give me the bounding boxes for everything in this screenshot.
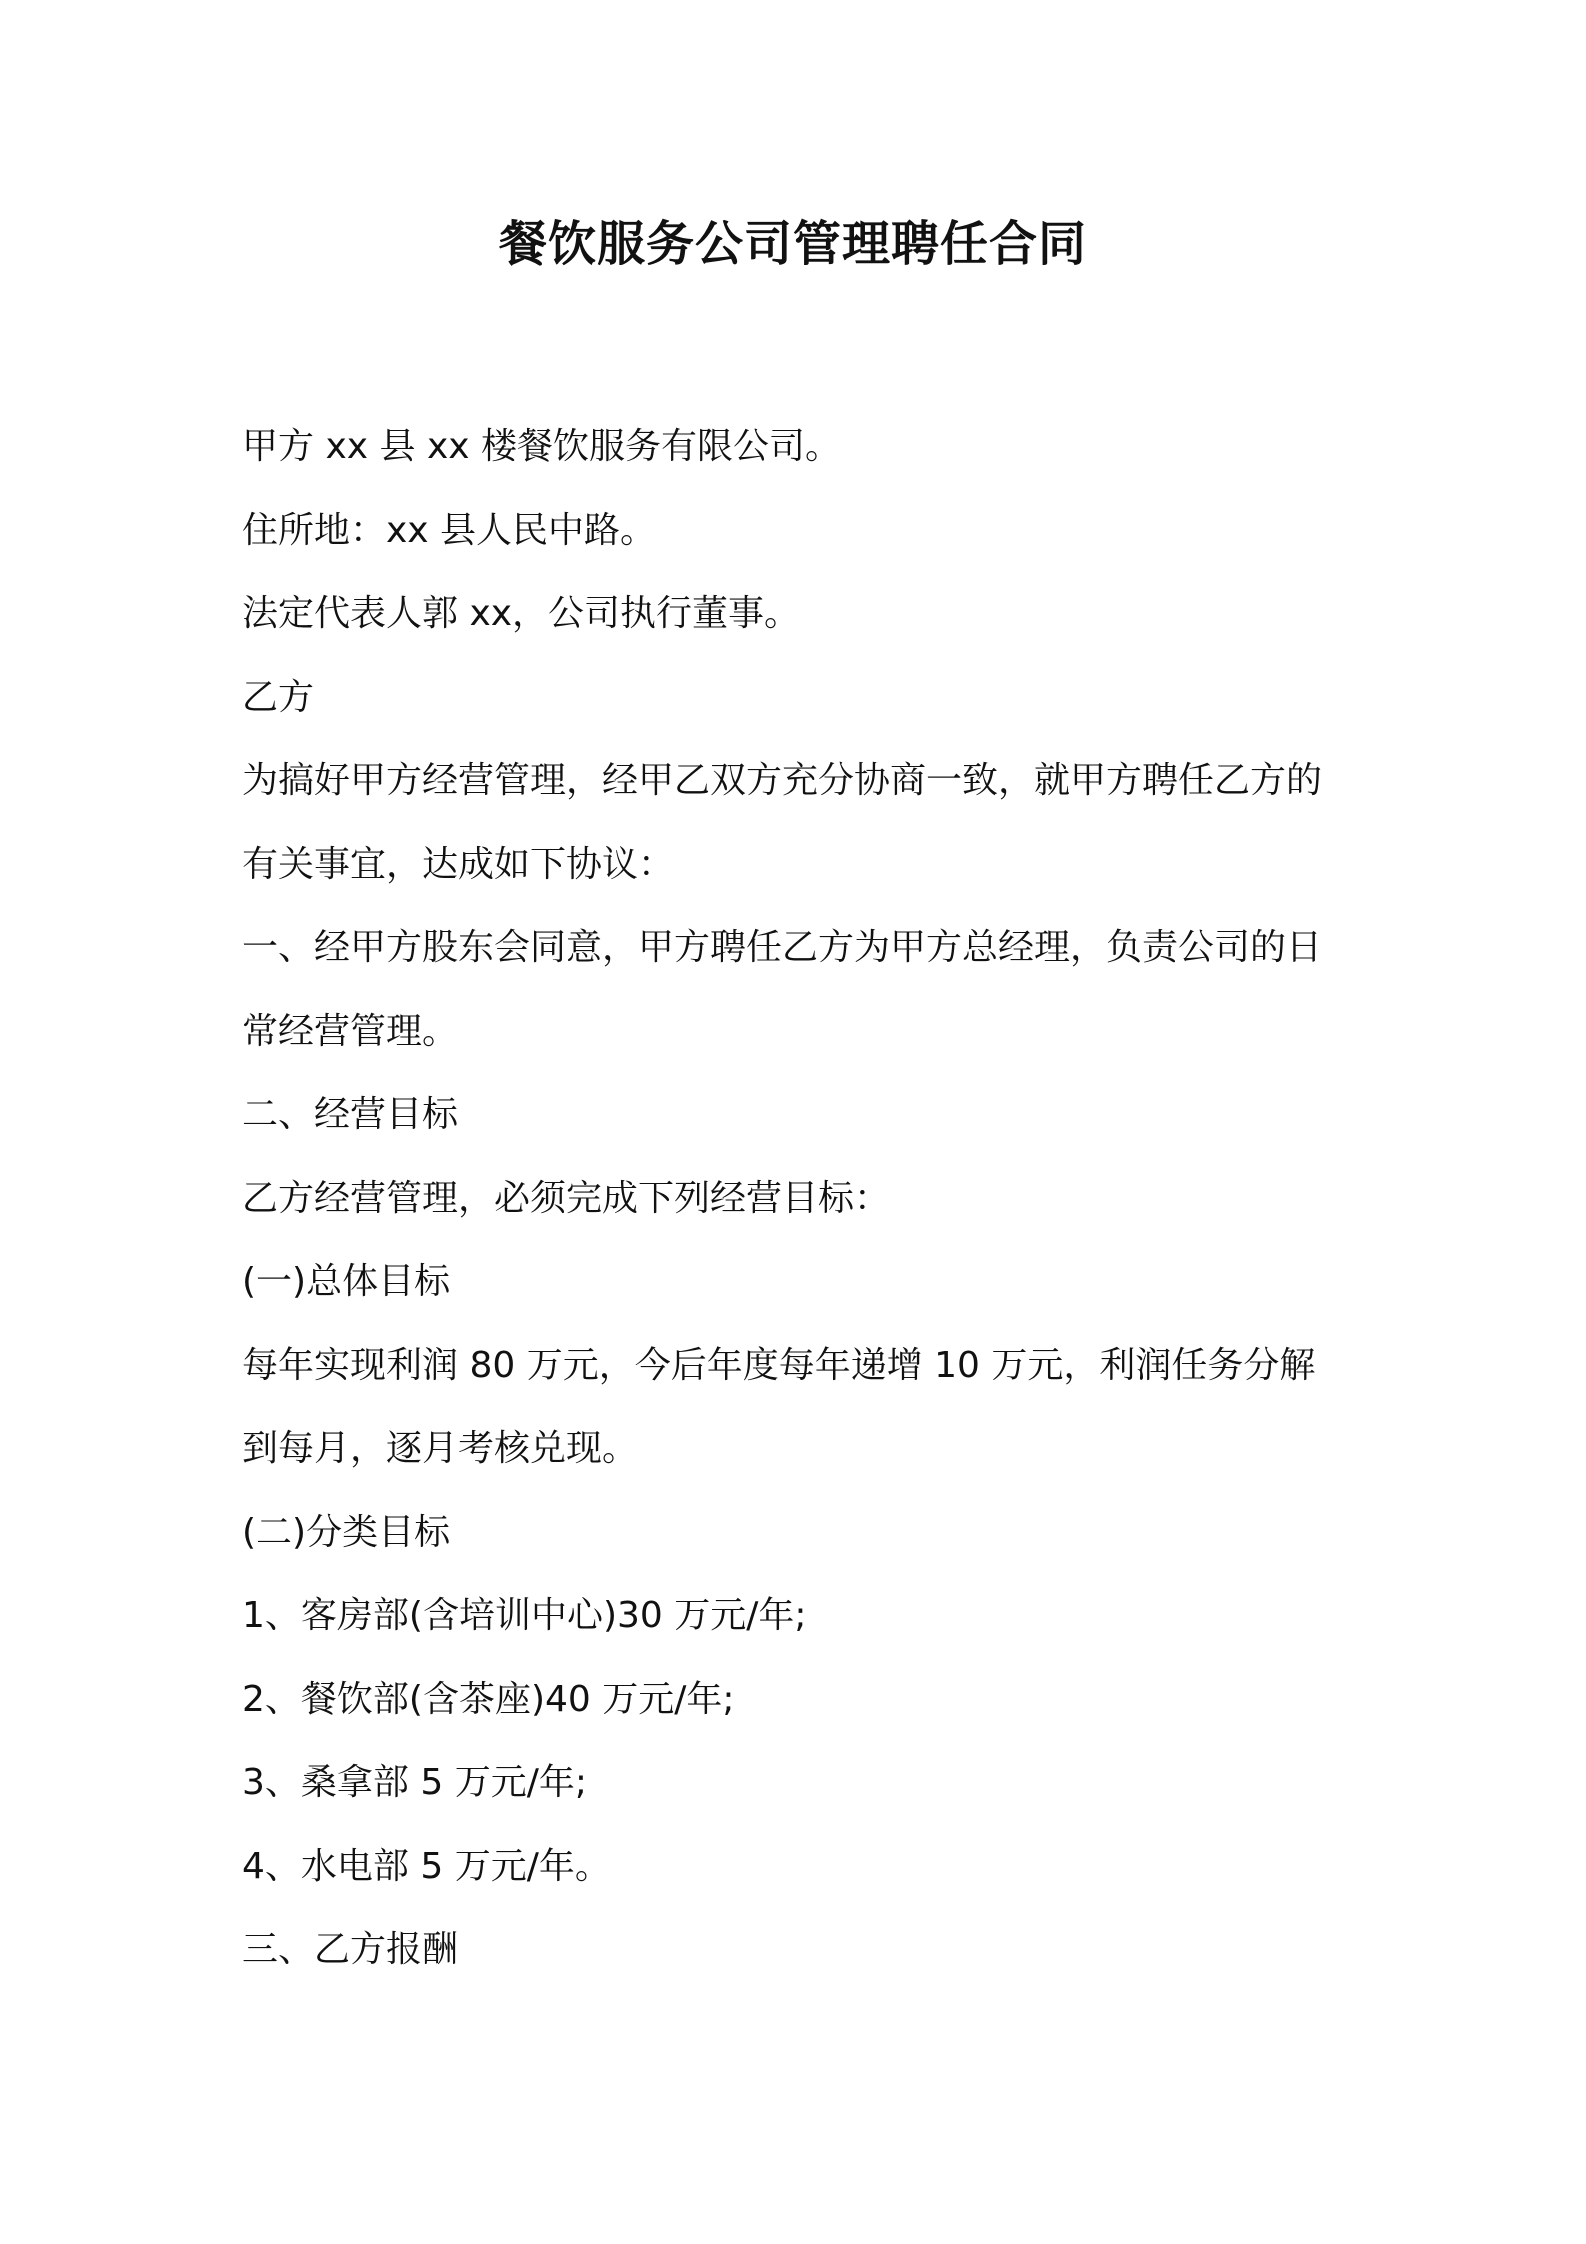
overall-target-line-1: 每年实现利润 80 万元，今后年度每年递增 10 万元，利润任务分解 bbox=[242, 1344, 1316, 1386]
document-body bbox=[242, 405, 1362, 1992]
preamble-line-2: 有关事宜，达成如下协议： bbox=[242, 843, 675, 885]
overall-target-heading: (一)总体目标 bbox=[242, 1261, 451, 1302]
address-line: 住所地：xx 县人民中路。 bbox=[242, 509, 657, 551]
clause-3-heading: 三、乙方报酬 bbox=[242, 1929, 459, 1970]
category-target-item: 1、客房部(含培训中心)30 万元/年; bbox=[242, 1595, 807, 1636]
category-target-item: 4、水电部 5 万元/年。 bbox=[242, 1845, 611, 1887]
category-target-item: 3、桑拿部 5 万元/年; bbox=[242, 1762, 587, 1803]
party-b-line: 乙方 bbox=[242, 676, 315, 718]
overall-target-line-2: 到每月，逐月考核兑现。 bbox=[242, 1428, 639, 1469]
legal-representative-line: 法定代表人郭 xx，公司执行董事。 bbox=[242, 593, 801, 634]
clause-1-line-2: 常经营管理。 bbox=[242, 1010, 459, 1052]
clause-2-intro: 乙方经营管理，必须完成下列经营目标： bbox=[242, 1177, 891, 1219]
document-title: 餐饮服务公司管理聘任合同 bbox=[498, 216, 1087, 272]
category-target-item: 2、餐饮部(含茶座)40 万元/年; bbox=[242, 1678, 735, 1720]
preamble-line-1: 为搞好甲方经营管理，经甲乙双方充分协商一致，就甲方聘任乙方的 bbox=[242, 760, 1323, 801]
clause-1-line-1: 一、经甲方股东会同意，甲方聘任乙方为甲方总经理，负责公司的日 bbox=[242, 927, 1323, 968]
category-target-heading: (二)分类目标 bbox=[242, 1511, 451, 1553]
party-a-line: 甲方 xx 县 xx 楼餐饮服务有限公司。 bbox=[242, 426, 841, 467]
clause-2-heading: 二、经营目标 bbox=[242, 1094, 459, 1135]
